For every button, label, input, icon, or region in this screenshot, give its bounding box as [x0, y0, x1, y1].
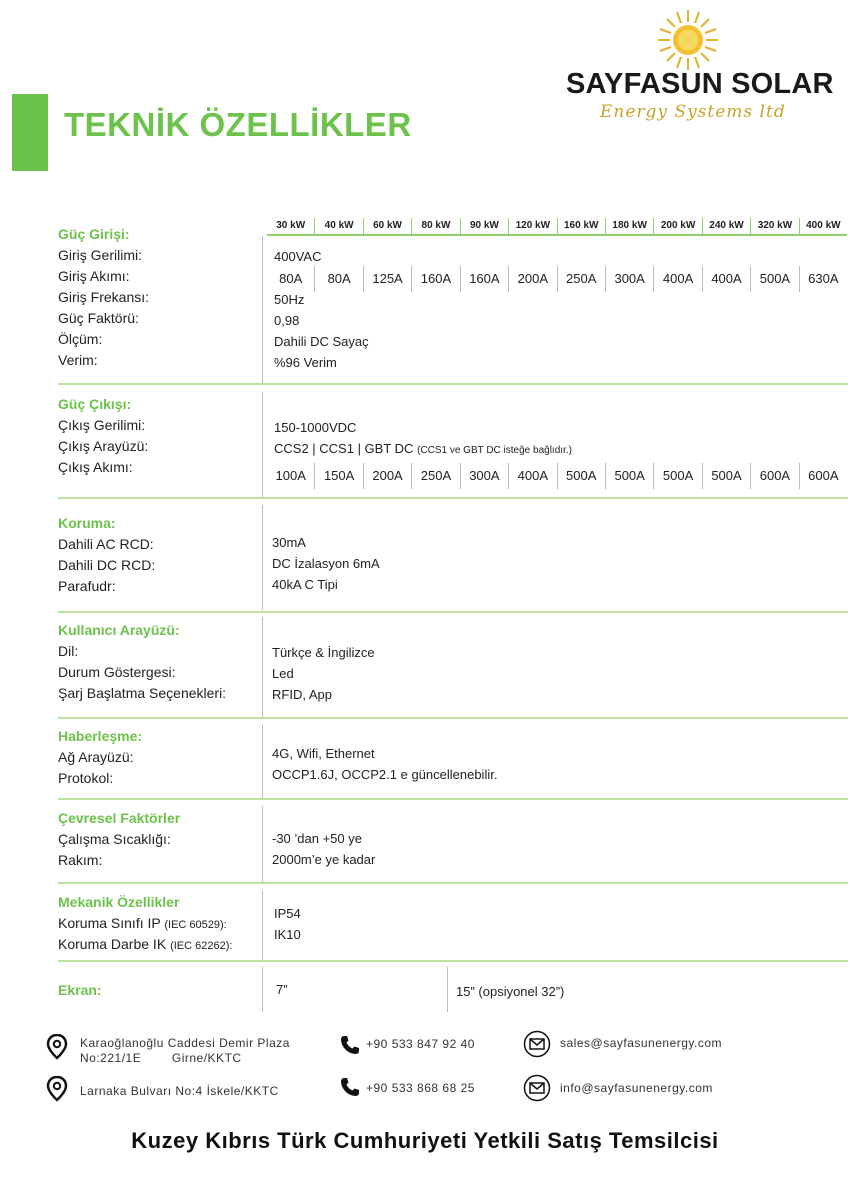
value-output-voltage: 150-1000VDC [274, 420, 357, 435]
input-current: 300A [605, 266, 653, 292]
value-input-voltage: 400VAC [274, 249, 322, 264]
power-rating: 180 kW [605, 218, 653, 234]
value-ac-rcd: 30mA [272, 535, 306, 550]
section-divider [58, 882, 848, 884]
label-metering: Ölçüm: [58, 331, 103, 347]
label-power-factor: Güç Faktörü: [58, 310, 139, 326]
input-current: 160A [460, 266, 508, 292]
value-network: 4G, Wifi, Ethernet [272, 746, 375, 761]
brand-name: SAYFASUN SOLAR [566, 68, 834, 100]
label-status-indicator: Durum Göstergesi: [58, 664, 176, 680]
section-title-environment: Çevresel Faktörler [58, 810, 181, 826]
address-1-line-2: No:221/1E Girne/KKTC [80, 1051, 242, 1065]
label-ip-class [58, 915, 227, 931]
section-title-mechanical: Mekanik Özellikler [58, 894, 180, 910]
output-current: 500A [557, 463, 605, 489]
email-info[interactable]: info@sayfasunenergy.com [560, 1081, 713, 1095]
power-rating: 320 kW [750, 218, 798, 234]
label-output-voltage: Çıkış Gerilimi: [58, 417, 146, 433]
column-divider [262, 392, 263, 497]
output-current: 150A [314, 463, 362, 489]
label-protocol: Protokol: [58, 770, 114, 786]
value-operating-temp: -30 ’dan +50 ye [272, 831, 362, 846]
output-current: 600A [799, 463, 847, 489]
output-current: 600A [750, 463, 798, 489]
input-current: 500A [750, 266, 798, 292]
value-output-interface [274, 441, 572, 456]
value-ik: IK10 [274, 927, 301, 942]
value-screen-large: 15” (opsiyonel 32”) [456, 984, 565, 999]
label-surge: Parafudr: [58, 578, 116, 594]
value-efficiency: %96 Verim [274, 355, 337, 370]
section-divider [58, 960, 848, 962]
address-2: Larnaka Bulvarı No:4 İskele/KKTC [80, 1084, 279, 1098]
column-divider [262, 617, 263, 717]
output-current: 100A [275, 468, 306, 483]
section-title-protection: Koruma: [58, 515, 116, 531]
label-ip-text: Koruma Sınıfı IP [58, 915, 161, 931]
label-charge-start: Şarj Başlatma Seçenekleri: [58, 685, 227, 701]
power-rating: 40 kW [314, 218, 362, 234]
value-language: Türkçe & İngilizce [272, 645, 375, 660]
power-rating: 400 kW [799, 218, 847, 234]
power-rating: 200 kW [653, 218, 701, 234]
label-ip-standard: (IEC 60529): [164, 919, 227, 931]
power-rating: 80 kW [411, 218, 459, 234]
power-rating: 60 kW [363, 218, 411, 234]
value-protocol: OCCP1.6J, OCCP2.1 e güncellenebilir. [272, 767, 498, 782]
power-rating: 240 kW [702, 218, 750, 234]
section-title-communication: Haberleşme: [58, 728, 143, 744]
input-current: 160A [411, 266, 459, 292]
value-input-frequency: 50Hz [274, 292, 305, 307]
value-charge-start: RFID, App [272, 687, 332, 702]
label-ik-class [58, 936, 232, 952]
output-current-row [267, 463, 847, 489]
power-rating: 120 kW [508, 218, 556, 234]
label-input-frequency: Giriş Frekansı: [58, 289, 150, 305]
footer-authorized-dealer: Kuzey Kıbrıs Türk Cumhuriyeti Yetkili Satış Temsilcisi [131, 1128, 719, 1153]
location-pin-icon [46, 1076, 68, 1102]
output-current: 400A [508, 463, 556, 489]
section-title-power-output: Güç Çıkışı: [58, 396, 132, 412]
section-title-screen: Ekran: [58, 982, 102, 998]
power-rating: 90 kW [460, 218, 508, 234]
column-divider [262, 967, 263, 1012]
value-altitude: 2000m’e ye kadar [272, 852, 376, 867]
label-output-interface: Çıkış Arayüzü: [58, 438, 149, 454]
label-altitude: Rakım: [58, 852, 103, 868]
input-current: 200A [508, 266, 556, 292]
output-current: 500A [653, 463, 701, 489]
location-pin-icon [46, 1034, 68, 1060]
input-current: 250A [557, 266, 605, 292]
column-divider [262, 505, 263, 610]
email-icon [523, 1074, 551, 1102]
value-ip: IP54 [274, 906, 301, 921]
label-ik-standard: (IEC 62262): [170, 940, 233, 952]
section-divider [58, 497, 848, 499]
label-ac-rcd: Dahili AC RCD: [58, 536, 154, 552]
power-rating-row [267, 218, 847, 236]
label-efficiency: Verim: [58, 352, 98, 368]
brand-subtitle: Energy Systems ltd [600, 102, 786, 122]
output-current: 500A [605, 463, 653, 489]
section-title-power-input: Güç Girişi: [58, 226, 130, 242]
input-current: 630A [799, 266, 847, 292]
label-language: Dil: [58, 643, 79, 659]
label-output-current: Çıkış Akımı: [58, 459, 133, 475]
column-divider [262, 890, 263, 962]
phone-icon [340, 1077, 360, 1097]
output-current: 300A [460, 463, 508, 489]
label-operating-temp: Çalışma Sıcaklığı: [58, 831, 171, 847]
section-title-user-interface: Kullanıcı Arayüzü: [58, 622, 180, 638]
page-title: TEKNİK ÖZELLİKLER [64, 106, 412, 143]
output-current: 250A [411, 463, 459, 489]
phone-1[interactable]: +90 533 847 92 40 [366, 1037, 475, 1051]
value-screen-small: 7” [276, 982, 288, 997]
value-status-indicator: Led [272, 666, 294, 681]
phone-2[interactable]: +90 533 868 68 25 [366, 1081, 475, 1095]
section-divider [58, 611, 848, 613]
output-current: 200A [363, 463, 411, 489]
label-dc-rcd: Dahili DC RCD: [58, 557, 156, 573]
sun-icon [656, 8, 720, 72]
phone-icon [340, 1035, 360, 1055]
value-surge: 40kA C Tipi [272, 577, 338, 592]
input-current: 80A [314, 266, 362, 292]
label-input-voltage: Giriş Gerilimi: [58, 247, 142, 263]
value-dc-rcd: DC İzalasyon 6mA [272, 556, 380, 571]
brand-logo [560, 6, 834, 126]
label-input-current: Giriş Akımı: [58, 268, 130, 284]
label-ik-text: Koruma Darbe IK [58, 936, 167, 952]
column-divider [262, 725, 263, 800]
input-current: 125A [363, 266, 411, 292]
power-rating: 160 kW [557, 218, 605, 234]
title-accent-bar [12, 94, 48, 171]
column-divider [262, 236, 263, 384]
input-current: 80A [279, 271, 303, 286]
section-divider [58, 717, 848, 719]
column-divider [262, 806, 263, 884]
label-network: Ağ Arayüzü: [58, 749, 134, 765]
output-interface-text: CCS2 | CCS1 | GBT DC [274, 441, 414, 456]
output-current: 500A [702, 463, 750, 489]
input-current-row [267, 266, 847, 292]
power-rating: 30 kW [276, 220, 306, 231]
email-icon [523, 1030, 551, 1058]
input-current: 400A [702, 266, 750, 292]
input-current: 400A [653, 266, 701, 292]
email-sales[interactable]: sales@sayfasunenergy.com [560, 1036, 723, 1050]
output-interface-note: (CCS1 ve GBT DC isteğe bağlıdır.) [417, 445, 572, 456]
section-divider [58, 798, 848, 800]
value-power-factor: 0,98 [274, 313, 300, 328]
section-divider [58, 383, 848, 385]
address-1-line-1: Karaoğlanoğlu Caddesi Demir Plaza [80, 1036, 290, 1050]
value-metering: Dahili DC Sayaç [274, 334, 369, 349]
column-divider [447, 967, 448, 1012]
